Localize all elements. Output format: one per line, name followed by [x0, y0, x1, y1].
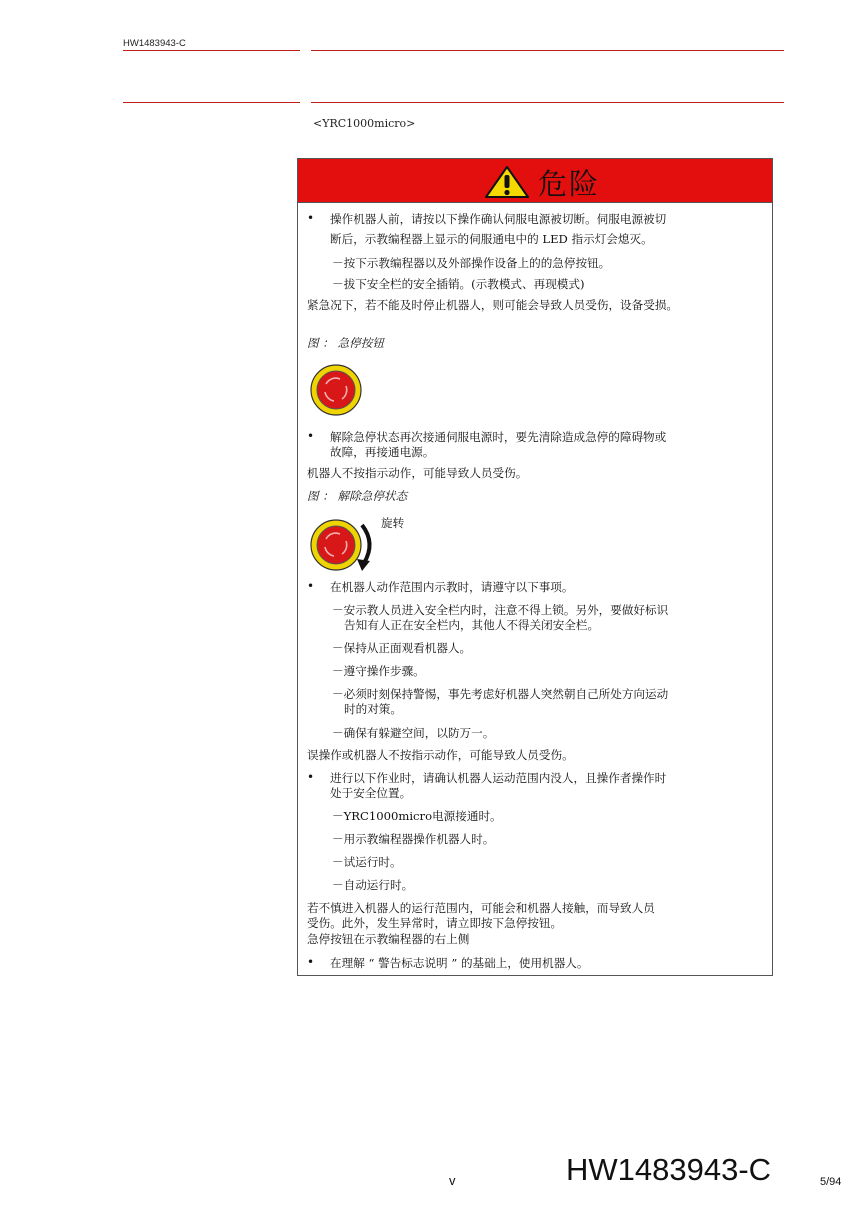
danger-title: 危险	[538, 167, 601, 201]
bullet1-line1: 操作机器人前，请按以下操作确认伺服电源被切断。伺服电源被切	[330, 212, 667, 226]
footer-roman-page: v	[449, 1173, 456, 1188]
bullet2-line2: 故障，再接通电源。	[330, 445, 435, 459]
figure2-caption: 图 ： 解除急停状态	[307, 489, 408, 503]
bullet1-sub2: －拔下安全栏的安全插销。(示教模式、再现模式)	[332, 277, 585, 291]
footer-doc-id: HW1483943-C	[566, 1152, 772, 1187]
bullet1-line2: 断后，示教编程器上显示的伺服通电中的 LED 指示灯会熄灭。	[330, 232, 653, 246]
section-rule-right	[311, 102, 784, 103]
header-rule-left	[123, 50, 300, 51]
bullet3-sub3: －遵守操作步骤。	[332, 664, 425, 678]
warning-triangle-icon	[484, 165, 530, 199]
bullet4-line1: 进行以下作业时，请确认机器人运动范围内没人，且操作者操作时	[330, 771, 667, 785]
bullet3-sub1-line1: －安示教人员进入安全栏内时，注意不得上锁。另外，要做好标识	[332, 603, 669, 617]
emergency-stop-button-icon	[310, 364, 362, 416]
bullet4-sub2: －用示教编程器操作机器人时。	[332, 832, 495, 846]
header-doc-id: HW1483943-C	[123, 38, 186, 49]
bullet2-line1: 解除急停状态再次接通伺服电源时，要先清除造成急停的障碍物或	[330, 430, 667, 444]
danger-banner	[298, 159, 772, 203]
note-2: 机器人不按指示动作，可能导致人员受伤。	[307, 466, 528, 480]
bullet3-sub1-line2: 告知有人正在安全栏内，其他人不得关闭安全栏。	[344, 618, 600, 632]
bullet4-line2: 处于安全位置。	[330, 786, 412, 800]
note-4-line2: 受伤。此外，发生异常时，请立即按下急停按钮。	[307, 916, 563, 930]
bullet4-sub3: －试运行时。	[332, 855, 402, 869]
note-4-line3: 急停按钮在示教编程器的右上侧	[307, 932, 470, 946]
note-4-line1: 若不慎进入机器人的运行范围内，可能会和机器人接触，而导致人员	[307, 901, 655, 915]
bullet4-sub1: －YRC1000micro电源接通时。	[332, 809, 502, 823]
bullet3-line1: 在机器人动作范围内示教时，请遵守以下事项。	[330, 580, 574, 594]
header-rule-right	[311, 50, 784, 51]
bullet3-sub5: －确保有躲避空间，以防万一。	[332, 726, 495, 740]
bullet5-line1: 在理解 “ 警告标志说明 ” 的基础上，使用机器人。	[330, 956, 589, 970]
section-rule-left	[123, 102, 300, 103]
release-emergency-stop-icon	[310, 517, 382, 573]
bullet1-sub1: －按下示教编程器以及外部操作设备上的的急停按钮。	[332, 256, 611, 270]
bullet-marker: •	[307, 429, 315, 443]
note-3: 误操作或机器人不按指示动作，可能导致人员受伤。	[307, 748, 574, 762]
bullet-marker: •	[307, 770, 315, 784]
figure1-caption: 图 ： 急停按钮	[307, 336, 384, 350]
bullet-marker: •	[307, 955, 315, 969]
note-1: 紧急况下，若不能及时停止机器人，则可能会导致人员受伤，设备受损。	[307, 298, 679, 312]
model-label: <YRC1000micro>	[313, 117, 416, 130]
bullet3-sub2: －保持从正面观看机器人。	[332, 641, 472, 655]
rotate-label: 旋转	[381, 516, 405, 530]
danger-box	[297, 158, 773, 976]
footer-page-number: 5/94	[820, 1176, 842, 1188]
bullet4-sub4: －自动运行时。	[332, 878, 414, 892]
bullet-marker: •	[307, 579, 315, 593]
bullet-marker: •	[307, 211, 315, 225]
bullet3-sub4-line1: －必须时刻保持警惕，事先考虑好机器人突然朝自己所处方向运动	[332, 687, 669, 701]
bullet3-sub4-line2: 时的对策。	[344, 702, 402, 716]
